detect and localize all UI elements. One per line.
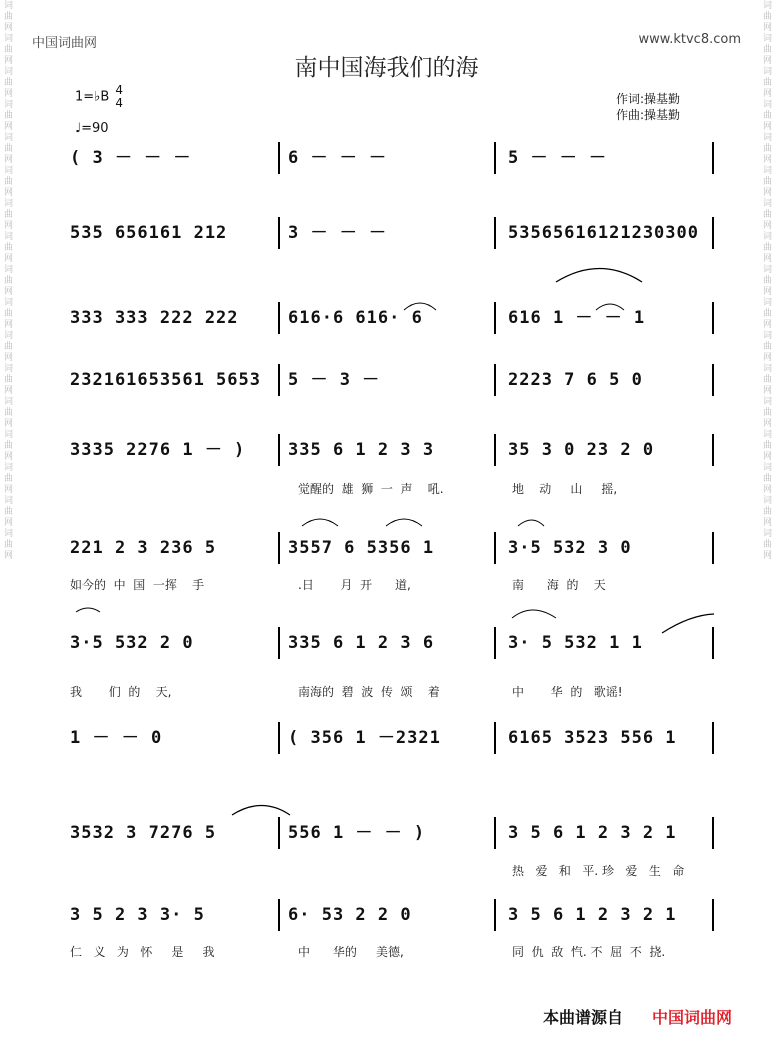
barline: [712, 817, 714, 849]
barline: [712, 899, 714, 931]
measure: ( 3 － － －: [70, 148, 192, 168]
notation-row: [62, 300, 722, 336]
measure: 3·5 532 2 0: [70, 633, 194, 653]
slur: [518, 520, 544, 526]
barline: [712, 434, 714, 466]
barline: [278, 627, 280, 659]
lyric-text: 南 海 的 天: [512, 578, 606, 592]
barline: [494, 627, 496, 659]
lyric-text: .日 月 开 道,: [298, 578, 411, 592]
measure: 53565616121230300: [508, 223, 699, 243]
lyric-text: 中 华 的 歌谣!: [512, 685, 623, 699]
time-signature: [115, 84, 123, 110]
measure: 6165 3523 556 1: [508, 728, 677, 748]
barline: [278, 364, 280, 396]
notation-row: [62, 625, 722, 661]
barline: [712, 532, 714, 564]
notation-row: [62, 897, 722, 933]
lyricist: 作词:操基勤: [616, 92, 681, 106]
lyric-text: 仁 义 为 怀 是 我: [70, 945, 215, 959]
measure: 3 5 6 1 2 3 2 1: [508, 823, 677, 843]
notation-row: [62, 815, 722, 851]
barline: [494, 434, 496, 466]
credits: [616, 91, 680, 123]
barline: [278, 817, 280, 849]
lyric-text: 我 们 的 天,: [70, 685, 172, 699]
measure: 3 5 2 3 3· 5: [70, 905, 205, 925]
barline: [712, 627, 714, 659]
barline: [494, 722, 496, 754]
notation-row: [62, 140, 722, 176]
notation-row: [62, 530, 722, 566]
measure: 5 － 3 －: [288, 370, 381, 390]
lyric-text: 如今的 中 国 一挥 手: [70, 578, 205, 592]
lyric-line: [62, 480, 722, 498]
site-name: 中国词曲网: [32, 36, 98, 51]
flat-sign: ♭: [94, 89, 101, 105]
measure: 35 3 0 23 2 0: [508, 440, 655, 460]
barline: [278, 302, 280, 334]
footer-source-label: 本曲谱源自: [543, 1008, 624, 1027]
quarter-note-icon: ♩: [75, 121, 82, 136]
measure: 2223 7 6 5 0: [508, 370, 643, 390]
key-signature: [75, 84, 123, 110]
slur: [386, 519, 422, 526]
barline: [712, 302, 714, 334]
barline: [278, 899, 280, 931]
lyric-text: 热 爱 和 平. 珍 爱 生 命: [512, 864, 685, 878]
time-bottom: 4: [115, 96, 124, 110]
measure: 616·6 616· 6: [288, 308, 423, 328]
measure: 3557 6 5356 1: [288, 538, 435, 558]
lyric-line: [62, 576, 722, 594]
barline: [278, 722, 280, 754]
notation-row: [62, 432, 722, 468]
barline: [712, 217, 714, 249]
watermark-left: 词曲网词曲网词曲网词曲网词曲网词曲网词曲网词曲网词曲网词曲网词曲网词曲网词曲网词曲网词曲网词曲网词曲网: [2, 0, 12, 561]
slur: [232, 806, 290, 816]
barline: [494, 142, 496, 174]
measure: 3· 5 532 1 1: [508, 633, 643, 653]
key-note: B: [100, 89, 110, 105]
barline: [712, 364, 714, 396]
barline: [494, 364, 496, 396]
page-title: 南中国海我们的海: [294, 55, 479, 81]
measure: ( 356 1 －2321: [288, 728, 441, 748]
lyric-text: 地 动 山 摇,: [512, 482, 618, 496]
measure: 616 1 － － 1: [508, 308, 646, 328]
composer: 作曲:操基勤: [616, 108, 681, 122]
lyric-line: [62, 683, 722, 701]
measure: 535 656161 212: [70, 223, 228, 243]
measure: 3 5 6 1 2 3 2 1: [508, 905, 677, 925]
measure: 335 6 1 2 3 6: [288, 633, 435, 653]
slur: [556, 269, 642, 283]
lyric-text: 中 华的 美德,: [298, 945, 404, 959]
measure: 1 － － 0: [70, 728, 163, 748]
lyric-line: [62, 943, 722, 961]
barline: [712, 722, 714, 754]
tempo-value: =90: [81, 121, 109, 136]
measure: 6· 53 2 2 0: [288, 905, 412, 925]
time-top: 4: [115, 83, 124, 97]
barline: [494, 899, 496, 931]
slur: [76, 608, 100, 612]
footer-source-site[interactable]: 中国词曲网: [652, 1008, 733, 1027]
barline: [494, 217, 496, 249]
barline: [494, 302, 496, 334]
slur: [512, 610, 556, 618]
measure: 556 1 － － ): [288, 823, 426, 843]
notation-row: [62, 215, 722, 251]
measure: 333 333 222 222: [70, 308, 239, 328]
measure: 6 － － －: [288, 148, 387, 168]
lyric-text: 觉醒的 雄 狮 一 声 吼.: [298, 482, 444, 496]
measure: 221 2 3 236 5: [70, 538, 217, 558]
measure: 5 － － －: [508, 148, 607, 168]
barline: [278, 434, 280, 466]
barline: [712, 142, 714, 174]
slur: [302, 519, 338, 526]
watermark-right: 词曲网词曲网词曲网词曲网词曲网词曲网词曲网词曲网词曲网词曲网词曲网词曲网词曲网词曲网词曲网词曲网词曲网: [761, 0, 771, 561]
measure: 3 － － －: [288, 223, 387, 243]
lyric-text: 南海的 碧 波 传 颂 着: [298, 685, 440, 699]
barline: [278, 217, 280, 249]
site-url[interactable]: www.ktvc8.com: [638, 32, 741, 47]
measure: 3335 2276 1 － ): [70, 440, 246, 460]
measure: 335 6 1 2 3 3: [288, 440, 435, 460]
key-label: 1=: [75, 89, 95, 105]
lyric-line: [62, 862, 722, 880]
barline: [278, 142, 280, 174]
notation-row: [62, 362, 722, 398]
lyric-text: 同 仇 敌 忾. 不 屈 不 挠.: [512, 945, 666, 959]
measure: 3·5 532 3 0: [508, 538, 632, 558]
barline: [494, 532, 496, 564]
notation-row: [62, 720, 722, 756]
measure: 3532 3 7276 5: [70, 823, 217, 843]
tempo-marking: [75, 121, 109, 136]
measure: 232161653561 5653: [70, 370, 261, 390]
barline: [494, 817, 496, 849]
barline: [278, 532, 280, 564]
